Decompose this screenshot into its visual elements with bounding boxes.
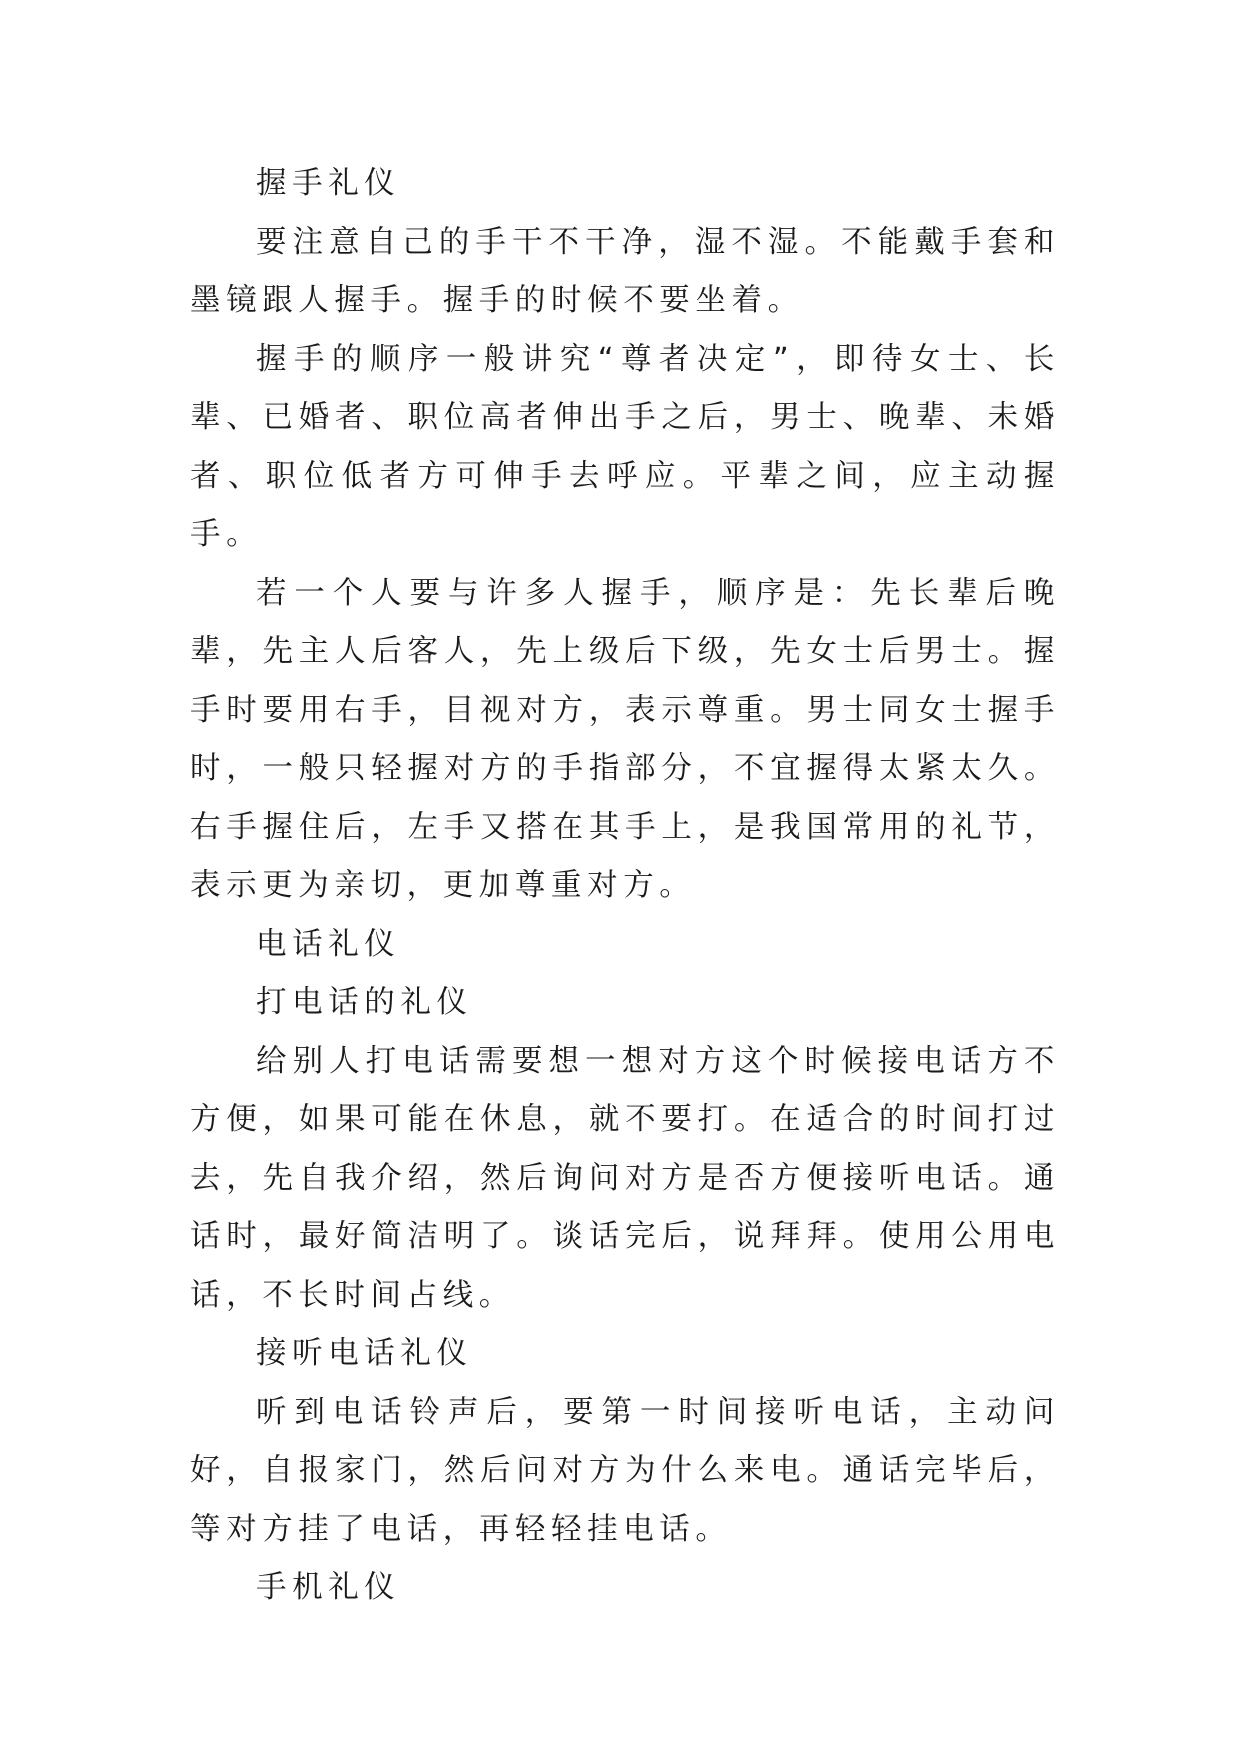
section-heading-mobile: 手机礼仪 <box>256 1570 401 1605</box>
paragraph-answering-calls: 听到电话铃声后，要第一时间接听电话，主动问好，自报家门，然后问对方为什么来电。通话完毕后，等对方挂了电话，再轻轻挂电话。 <box>190 1394 1060 1547</box>
section-heading-making-calls: 打电话的礼仪 <box>256 985 473 1020</box>
document-page <box>190 155 1060 1618</box>
paragraph-handshake-hygiene: 要注意自己的手干不干净，湿不湿。不能戴手套和墨镜跟人握手。握手的时候不要坐着。 <box>190 224 1060 318</box>
section-heading-phone: 电话礼仪 <box>256 926 401 962</box>
section-heading-handshake: 握手礼仪 <box>256 166 401 201</box>
paragraph-handshake-multiple: 若一个人要与许多人握手，顺序是：先长辈后晚辈，先主人后客人，先上级后下级，先女士后男士。握手时要用右手，目视对方，表示尊重。男士同女士握手时，一般只轻握对方的手指部分，不宜握得太紧太久。右手握住后，左手又搭在其手上，是我国常用的礼节，表示更为亲切，更加尊重对方。 <box>190 575 1060 903</box>
section-heading-answering-calls: 接听电话礼仪 <box>256 1336 473 1371</box>
paragraph-handshake-order: 握手的顺序一般讲究“尊者决定”，即待女士、长辈、已婚者、职位高者伸出手之后，男士、晚辈、未婚者、职位低者方可伸手去呼应。平辈之间，应主动握手。 <box>190 341 1060 552</box>
paragraph-making-calls: 给别人打电话需要想一想对方这个时候接电话方不方便，如果可能在休息，就不要打。在适合的时间打过去，先自我介绍，然后询问对方是否方便接听电话。通话时，最好简洁明了。谈话完后，说拜拜。使用公用电话，不长时间占线。 <box>190 1043 1060 1313</box>
